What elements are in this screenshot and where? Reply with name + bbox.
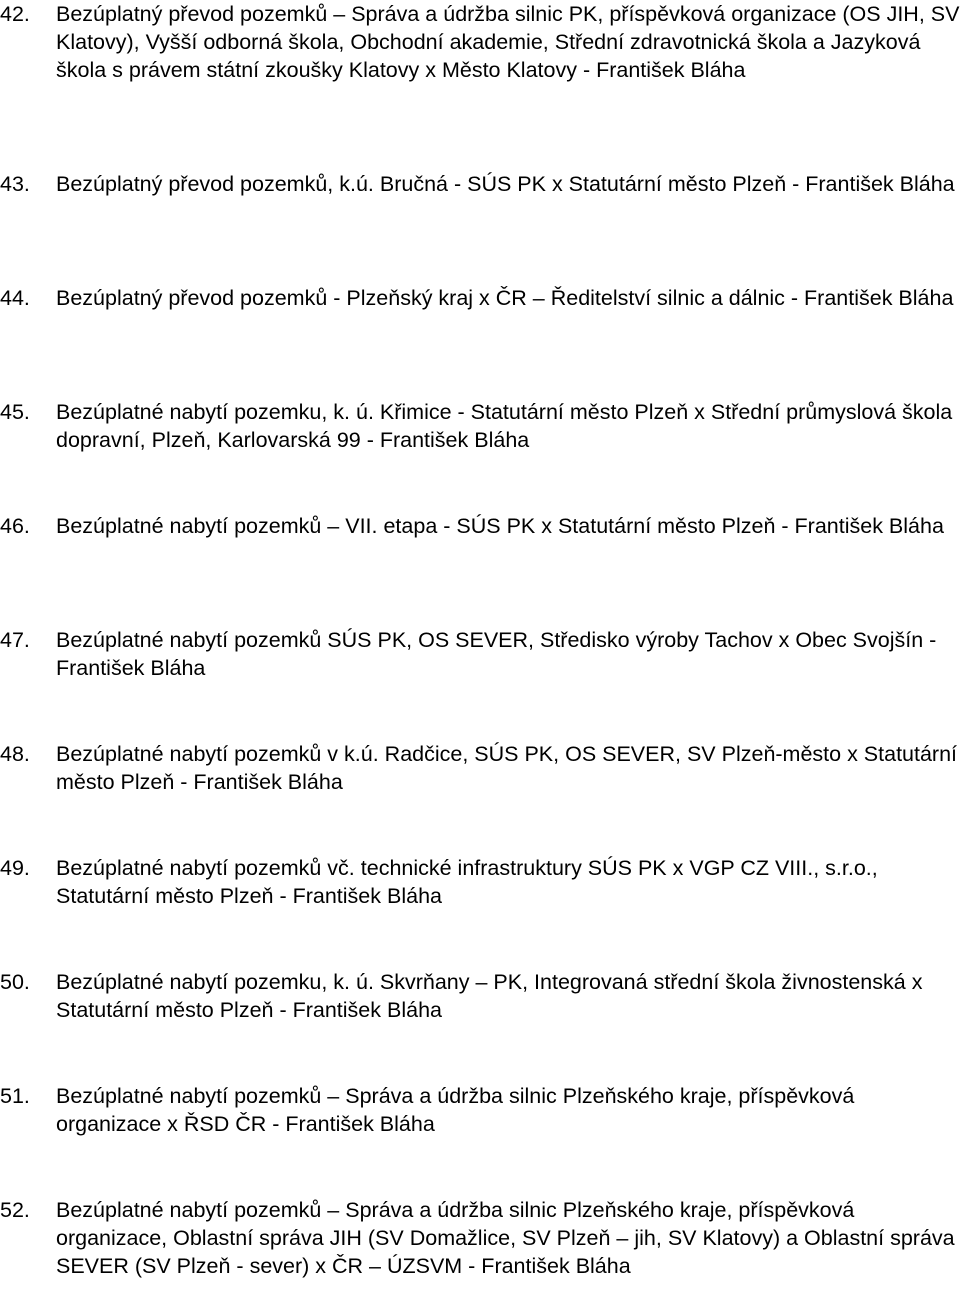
item-number: 46.	[0, 514, 30, 538]
item-number: 42.	[0, 2, 30, 26]
list-item-49	[0, 854, 960, 910]
item-number: 45.	[0, 400, 30, 424]
item-text: Bezúplatný převod pozemků - Plzeňský kraj x ČR – Ředitelství silnic a dálnic - František Bláha	[56, 286, 954, 310]
list-item-47	[0, 626, 960, 682]
item-text: Bezúplatné nabytí pozemků vč. technické infrastruktury SÚS PK x VGP CZ VIII., s.r.o., Statutární město Plzeň - František Bláha	[56, 856, 878, 909]
item-number: 49.	[0, 856, 30, 880]
item-number: 43.	[0, 172, 30, 196]
list-item-51	[0, 1082, 960, 1138]
item-text: Bezúplatný převod pozemků – Správa a údržba silnic PK, příspěvková organizace (OS JIH, SV Klatovy), Vyšší odborná škola, Obchodní akademie, Střední zdravotnická škola a Jazyková škola s právem státní zkoušky Klatovy x Město Klatovy - František Bláha	[56, 2, 960, 83]
list-item-43	[0, 170, 960, 198]
list-item-52	[0, 1196, 960, 1281]
item-text: Bezúplatný převod pozemků, k.ú. Bručná - SÚS PK x Statutární město Plzeň - František Bláha	[56, 172, 955, 196]
item-number: 48.	[0, 742, 30, 766]
list-item-46	[0, 512, 960, 540]
item-number: 50.	[0, 970, 30, 994]
list-item-45	[0, 398, 960, 454]
list-item-44	[0, 284, 960, 312]
item-text: Bezúplatné nabytí pozemků v k.ú. Radčice, SÚS PK, OS SEVER, SV Plzeň-město x Statutární město Plzeň - František Bláha	[56, 742, 958, 795]
item-text: Bezúplatné nabytí pozemků – Správa a údržba silnic Plzeňského kraje, příspěvková organizace, Oblastní správa JIH (SV Domažlice, SV Plzeň – jih, SV Klatovy) a Oblastní správa SEVER (SV Plzeň - sever) x ČR – ÚZSVM - František Bláha	[56, 1198, 955, 1279]
item-number: 44.	[0, 286, 30, 310]
list-item-48	[0, 740, 960, 796]
item-text: Bezúplatné nabytí pozemku, k. ú. Křimice - Statutární město Plzeň x Střední průmyslová škola dopravní, Plzeň, Karlovarská 99 - František Bláha	[56, 400, 953, 453]
list-item-42	[0, 0, 960, 85]
item-text: Bezúplatné nabytí pozemků – Správa a údržba silnic Plzeňského kraje, příspěvková organizace x ŘSD ČR - František Bláha	[56, 1084, 855, 1137]
list-item-50	[0, 968, 960, 1024]
item-text: Bezúplatné nabytí pozemků SÚS PK, OS SEVER, Středisko výroby Tachov x Obec Svojšín - František Bláha	[56, 628, 937, 681]
item-number: 52.	[0, 1198, 30, 1222]
item-number: 47.	[0, 628, 30, 652]
item-number: 51.	[0, 1084, 30, 1108]
item-text: Bezúplatné nabytí pozemku, k. ú. Skvrňany – PK, Integrovaná střední škola živnostenská x Statutární město Plzeň - František Bláha	[56, 970, 923, 1023]
item-text: Bezúplatné nabytí pozemků – VII. etapa - SÚS PK x Statutární město Plzeň - František Bláha	[56, 514, 944, 538]
